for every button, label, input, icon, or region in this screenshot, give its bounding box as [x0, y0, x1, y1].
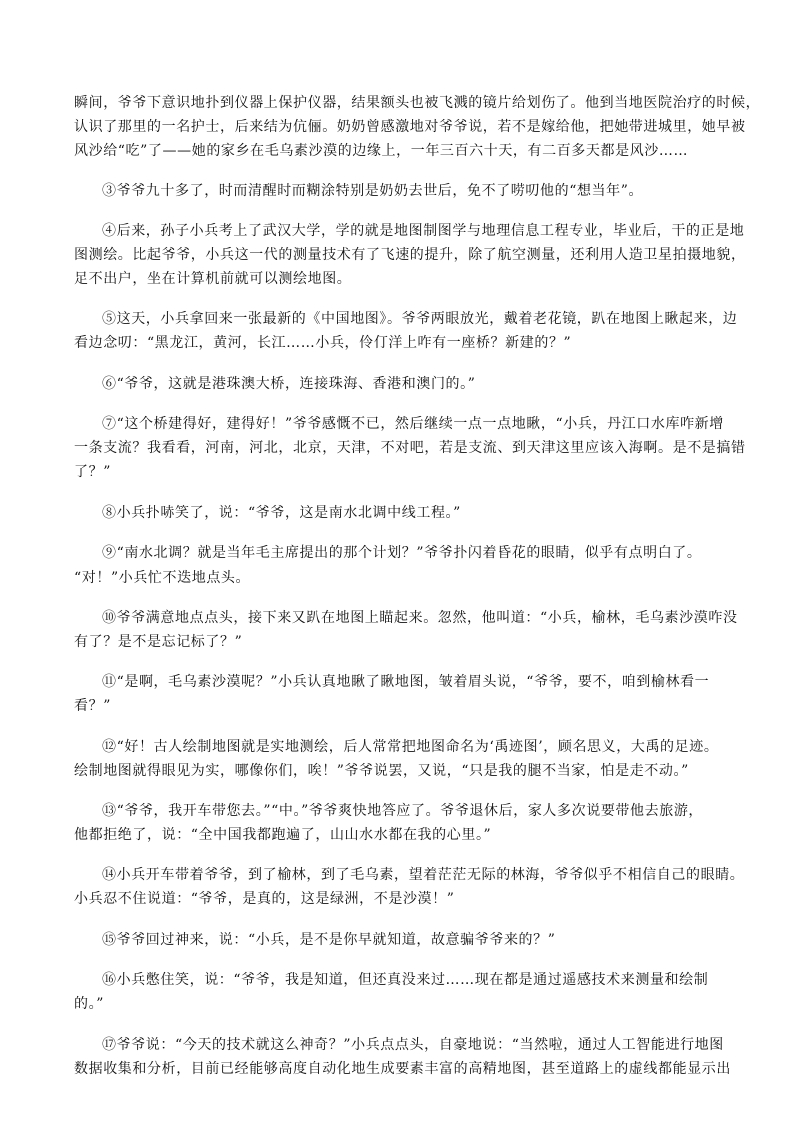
text-line: ⑪“是啊，毛乌素沙漠呢？”小兵认真地瞅了瞅地图，皱着眉头说，“爷爷，要不，咱到榆林看一 — [102, 674, 710, 690]
text-line: ⑫“好！古人绘制地图就是实地测绘，后人常常把地图命名为‘禹迹图’，顾名思义，大禹的足迹。 — [102, 739, 719, 755]
text-line: 足不出户，坐在计算机前就可以测绘地图。 — [74, 271, 352, 287]
text-line: 一条支流？我看看，河南，河北，北京，天津，不对吧，若是支流、到天津这里应该入海啊。是不是搞错 — [74, 440, 746, 456]
text-line: ⑤这天，小兵拿回来一张最新的《中国地图》。爷爷两眼放光，戴着老花镜，趴在地图上瞅起来，边 — [102, 311, 738, 327]
text-line: ⑥“爷爷，这就是港珠澳大桥，连接珠海、香港和澳门的。” — [102, 376, 476, 392]
text-line: ⑧小兵扑哧笑了，说：“爷爷，这是南水北调中线工程。” — [102, 505, 461, 521]
text-line: ④后来，孙子小兵考上了武汉大学，学的就是地图制图学与地理信息工程专业，毕业后，干的正是地 — [102, 223, 745, 239]
text-line: ⑰爷爷说：“今天的技术就这么神奇？”小兵点点头，自豪地说：“当然啦，通过人工智能进行地图 — [102, 1037, 724, 1053]
text-line: 他都拒绝了，说：“全中国我都跑遍了，山山水水都在我的心里。” — [74, 827, 492, 843]
text-line: 了？” — [74, 464, 111, 480]
text-line: 认识了那里的一名护士，后来结为伉俪。奶奶曾感激地对爷爷说，若不是嫁给他，把她带进城里，她早被 — [74, 119, 746, 135]
text-line: 有了？是不是忘记标了？” — [74, 634, 243, 650]
text-line: ⑨“南水北调？就是当年毛主席提出的那个计划？”爷爷扑闪着昏花的眼睛，似乎有点明白了。 — [102, 545, 702, 561]
text-line: 看边念叨：“黑龙江，黄河，长江……小兵，伶仃洋上咋有一座桥？新建的？” — [74, 335, 572, 351]
text-line: 瞬间，爷爷下意识地扑到仪器上保护仪器，结果额头也被飞溅的镜片给划伤了。他到当地医院治疗的时候， — [74, 95, 761, 111]
text-line: 图测绘。比起爷爷，小兵这一代的测量技术有了飞速的提升，除了航空测量，还利用人造卫星拍摄地貌， — [74, 247, 746, 263]
text-line: “对！”小兵忙不迭地点头。 — [74, 570, 251, 586]
text-line: ⑩爷爷满意地点点头，接下来又趴在地图上瞄起来。忽然，他叫道：“小兵，榆林，毛乌素沙漠咋没 — [102, 610, 738, 626]
text-line: 的。” — [74, 996, 104, 1012]
text-line: ⑯小兵憋住笑，说：“爷爷，我是知道，但还真没来过……现在都是通过遥感技术来测量和绘制 — [102, 972, 709, 988]
text-line: ⑭小兵开车带着爷爷，到了榆林，到了毛乌素，望着茫茫无际的林海，爷爷似乎不相信自己的眼睛。 — [102, 867, 745, 883]
text-line: ⑮爷爷回过神来，说：“小兵，是不是你早就知道，故意骗爷爷来的？” — [102, 932, 556, 948]
text-line: ⑦“这个桥建得好，建得好！”爷爷感慨不已，然后继续一点一点地瞅，“小兵，丹江口水库咋新增 — [102, 416, 724, 432]
text-line: ⑬“爷爷，我开车带您去。”“中。”爷爷爽快地答应了。爷爷退休后，家人多次说要带他去旅游， — [102, 803, 704, 819]
text-line: 看？” — [74, 698, 111, 714]
text-line: 数据收集和分析，目前已经能够高度自动化地生成要素丰富的高精地图，甚至道路上的虚线都能显示出 — [74, 1061, 731, 1077]
text-line: 风沙给“吃”了——她的家乡在毛乌素沙漠的边缘上，一年三百六十天，有二百多天都是风沙…… — [74, 143, 689, 159]
text-line: 绘制地图就得眼见为实，哪像你们，唉！”爷爷说罢，又说，“只是我的腿不当家，怕是走不动。” — [74, 763, 689, 779]
text-line: 小兵忍不住说道：“爷爷，是真的，这是绿洲，不是沙漠！” — [74, 891, 455, 907]
text-line: ③爷爷九十多了，时而清醒时而糊涂特别是奶奶去世后，免不了唠叨他的“想当年”。 — [102, 183, 644, 199]
